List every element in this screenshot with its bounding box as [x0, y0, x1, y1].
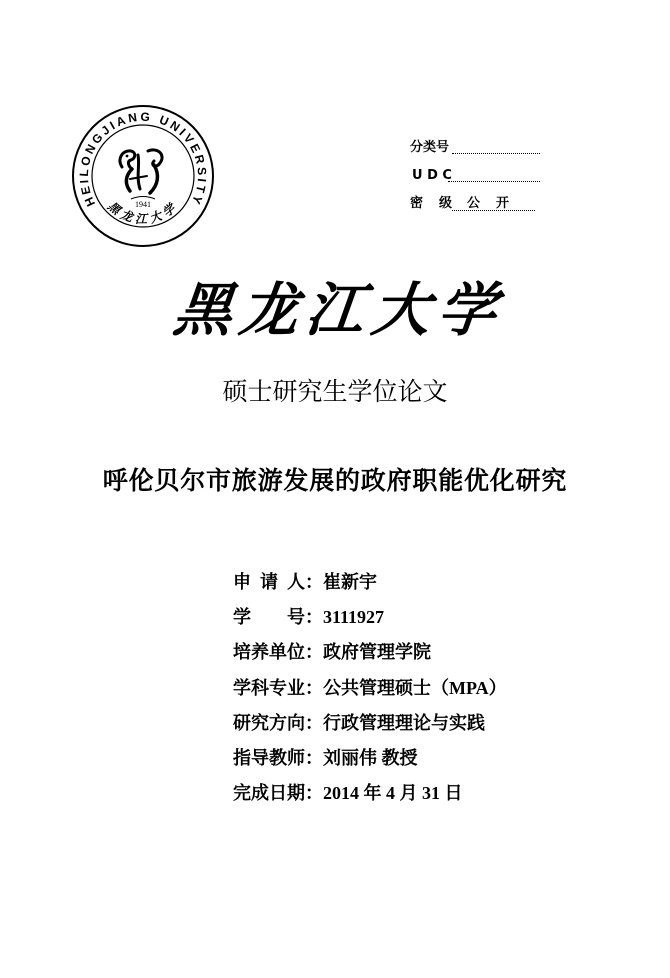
colon: ： — [305, 783, 323, 804]
colon: ： — [305, 747, 323, 768]
student-id-value: 3111927 — [323, 607, 385, 628]
school-label: 培养单位 — [233, 642, 305, 663]
info-row-completion-date — [233, 776, 593, 811]
secrecy-value: 公 开 — [467, 196, 509, 211]
info-row-student-id — [233, 600, 593, 635]
udc-row — [412, 167, 452, 185]
colon: ： — [305, 712, 323, 733]
completion-date-label: 完成日期 — [233, 783, 305, 804]
colon: ： — [305, 572, 323, 592]
applicant-value: 崔新宇 — [323, 572, 377, 592]
university-seal — [70, 103, 216, 249]
supervisor-value: 刘丽伟 教授 — [323, 747, 418, 768]
thesis-info-list — [233, 565, 593, 811]
seal-english-name: HEILONGJIANG UNIVERSITY — [76, 109, 210, 209]
research-direction-value: 行政管理理论与实践 — [323, 712, 485, 733]
major-value: 公共管理硕士（MPA） — [323, 677, 507, 698]
seal-year: 1941 — [135, 200, 151, 209]
udc-label: U D C — [412, 168, 452, 183]
classification-number-label: 分类号 — [410, 140, 450, 155]
info-row-research-direction — [233, 706, 593, 741]
colon: ： — [305, 642, 323, 663]
student-id-label: 学 号 — [233, 607, 305, 628]
seal-chinese-name: 黑龙江大学 — [105, 198, 181, 227]
supervisor-label: 指导教师 — [233, 747, 305, 768]
classification-number-blank — [452, 153, 540, 154]
colon: ： — [305, 677, 323, 698]
dragon-emblem — [120, 150, 162, 193]
applicant-label: 申 请 人 — [233, 572, 305, 592]
classification-number-row — [410, 139, 449, 157]
secrecy-underline — [452, 210, 535, 211]
secrecy-label: 密 级 — [410, 196, 452, 211]
info-row-school — [233, 635, 593, 670]
university-calligraphy: 黑龙江大学 — [170, 276, 508, 344]
thesis-title: 呼伦贝尔市旅游发展的政府职能优化研究 — [102, 466, 568, 495]
secrecy-row — [410, 195, 452, 213]
major-label: 学科专业 — [233, 677, 305, 698]
research-direction-label: 研究方向 — [233, 712, 305, 733]
colon: ： — [305, 607, 323, 628]
completion-date-value: 2014 年 4 月 31 日 — [323, 783, 463, 804]
degree-type: 硕士研究生学位论文 — [222, 377, 448, 406]
seal-year-arc — [131, 197, 155, 200]
info-row-applicant — [233, 565, 593, 600]
udc-blank — [448, 181, 540, 182]
info-row-supervisor — [233, 741, 593, 776]
school-value: 政府管理学院 — [323, 642, 431, 663]
info-row-major — [233, 671, 593, 706]
